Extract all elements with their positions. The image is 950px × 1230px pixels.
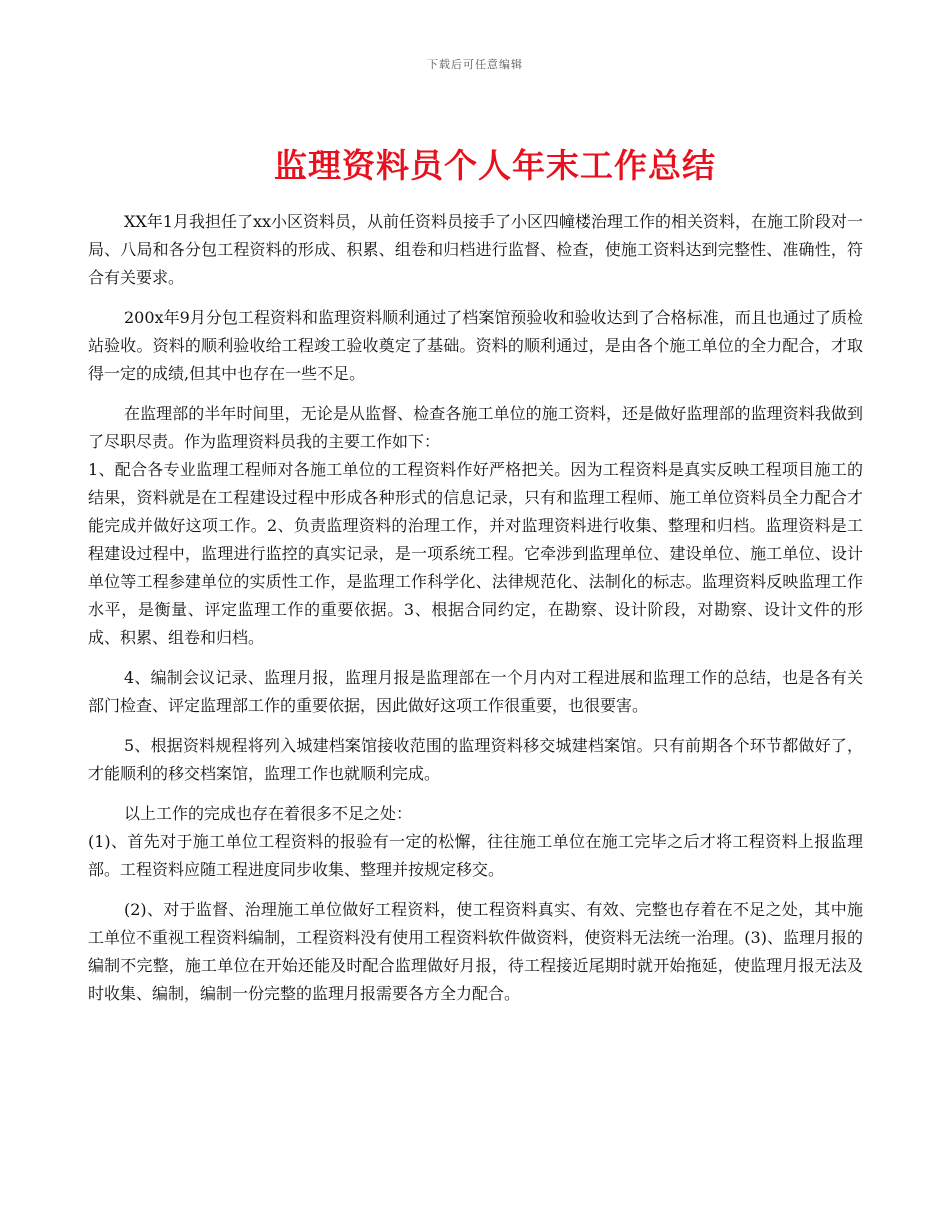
paragraph-2: 200x年9月分包工程资料和监理资料顺利通过了档案馆预验收和验收达到了合格标准，而且也通过了质检站验收。资料的顺利验收给工程竣工验收奠定了基础。资料的顺利通过，是由各个施工单位的全力配合，才取得一定的成绩,但其中也存在一些不足。 [88, 308, 863, 383]
paragraph-7: 以上工作的完成也存在着很多不足之处： [124, 804, 413, 823]
paragraph-1: XX年1月我担任了xx小区资料员，从前任资料员接手了小区四幢楼治理工作的相关资料，在施工阶段对一局、八局和各分包工程资料的形成、积累、组卷和归档进行监督、检查，使施工资料达到完整性、准确性，符合有关要求。 [88, 212, 864, 287]
paragraph-5: 4、编制会议记录、监理月报，监理月报是监理部在一个月内对工程进展和监理工作的总结，也是各有关部门检查、评定监理部工作的重要依据，因此做好这项工作很重要，也很要害。 [88, 668, 863, 715]
paragraph-4: 1、配合各专业监理工程师对各施工单位的工程资料作好严格把关。因为工程资料是真实反映工程项目施工的结果，资料就是在工程建设过程中形成各种形式的信息记录，只有和监理工程师、施工单位资料员全力配合才能完成并做好这项工作。2、负责监理资料的治理工作，并对监理资料进行收集、整理和归档。监理资料是工程建设过程中，监理进行监控的真实记录，是一项系统工程。它牵涉到监理单位、建设单位、施工单位、设计单位等工程参建单位的实质性工作，是监理工作科学化、法律规范化、法制化的标志。监理资料反映监理工作水平，是衡量、评定监理工作的重要依据。3、根据合同约定，在勘察、设计阶段，对勘察、设计文件的形成、积累、组卷和归档。 [88, 460, 863, 647]
paragraph-8: (1)、首先对于施工单位工程资料的报验有一定的松懈，往往施工单位在施工完毕之后才将工程资料上报监理部。工程资料应随工程进度同步收集、整理并按规定移交。 [88, 832, 863, 879]
paragraph-9: (2)、对于监督、治理施工单位做好工程资料，使工程资料真实、有效、完整也存着在不足之处，其中施工单位不重视工程资料编制，工程资料没有使用工程资料软件做资料，使资料无法统一治理。(3)、监理月报的编制不完整，施工单位在开始还能及时配合监理做好月报，待工程接近尾期时就开始拖延，使监理月报无法及时收集、编制，编制一份完整的监理月报需要各方全力配合。 [88, 900, 863, 1003]
paragraph-3: 在监理部的半年时间里，无论是从监督、检查各施工单位的施工资料，还是做好监理部的监理资料我做到了尽职尽责。作为监理资料员我的主要工作如下： [88, 404, 863, 451]
document-title: 监理资料员个人年末工作总结 [274, 146, 716, 185]
paragraph-6: 5、根据资料规程将列入城建档案馆接收范围的监理资料移交城建档案馆。只有前期各个环节都做好了，才能顺利的移交档案馆，监理工作也就顺利完成。 [88, 736, 863, 783]
header-note: 下载后可任意编辑 [427, 58, 523, 71]
document-body [88, 208, 863, 1008]
